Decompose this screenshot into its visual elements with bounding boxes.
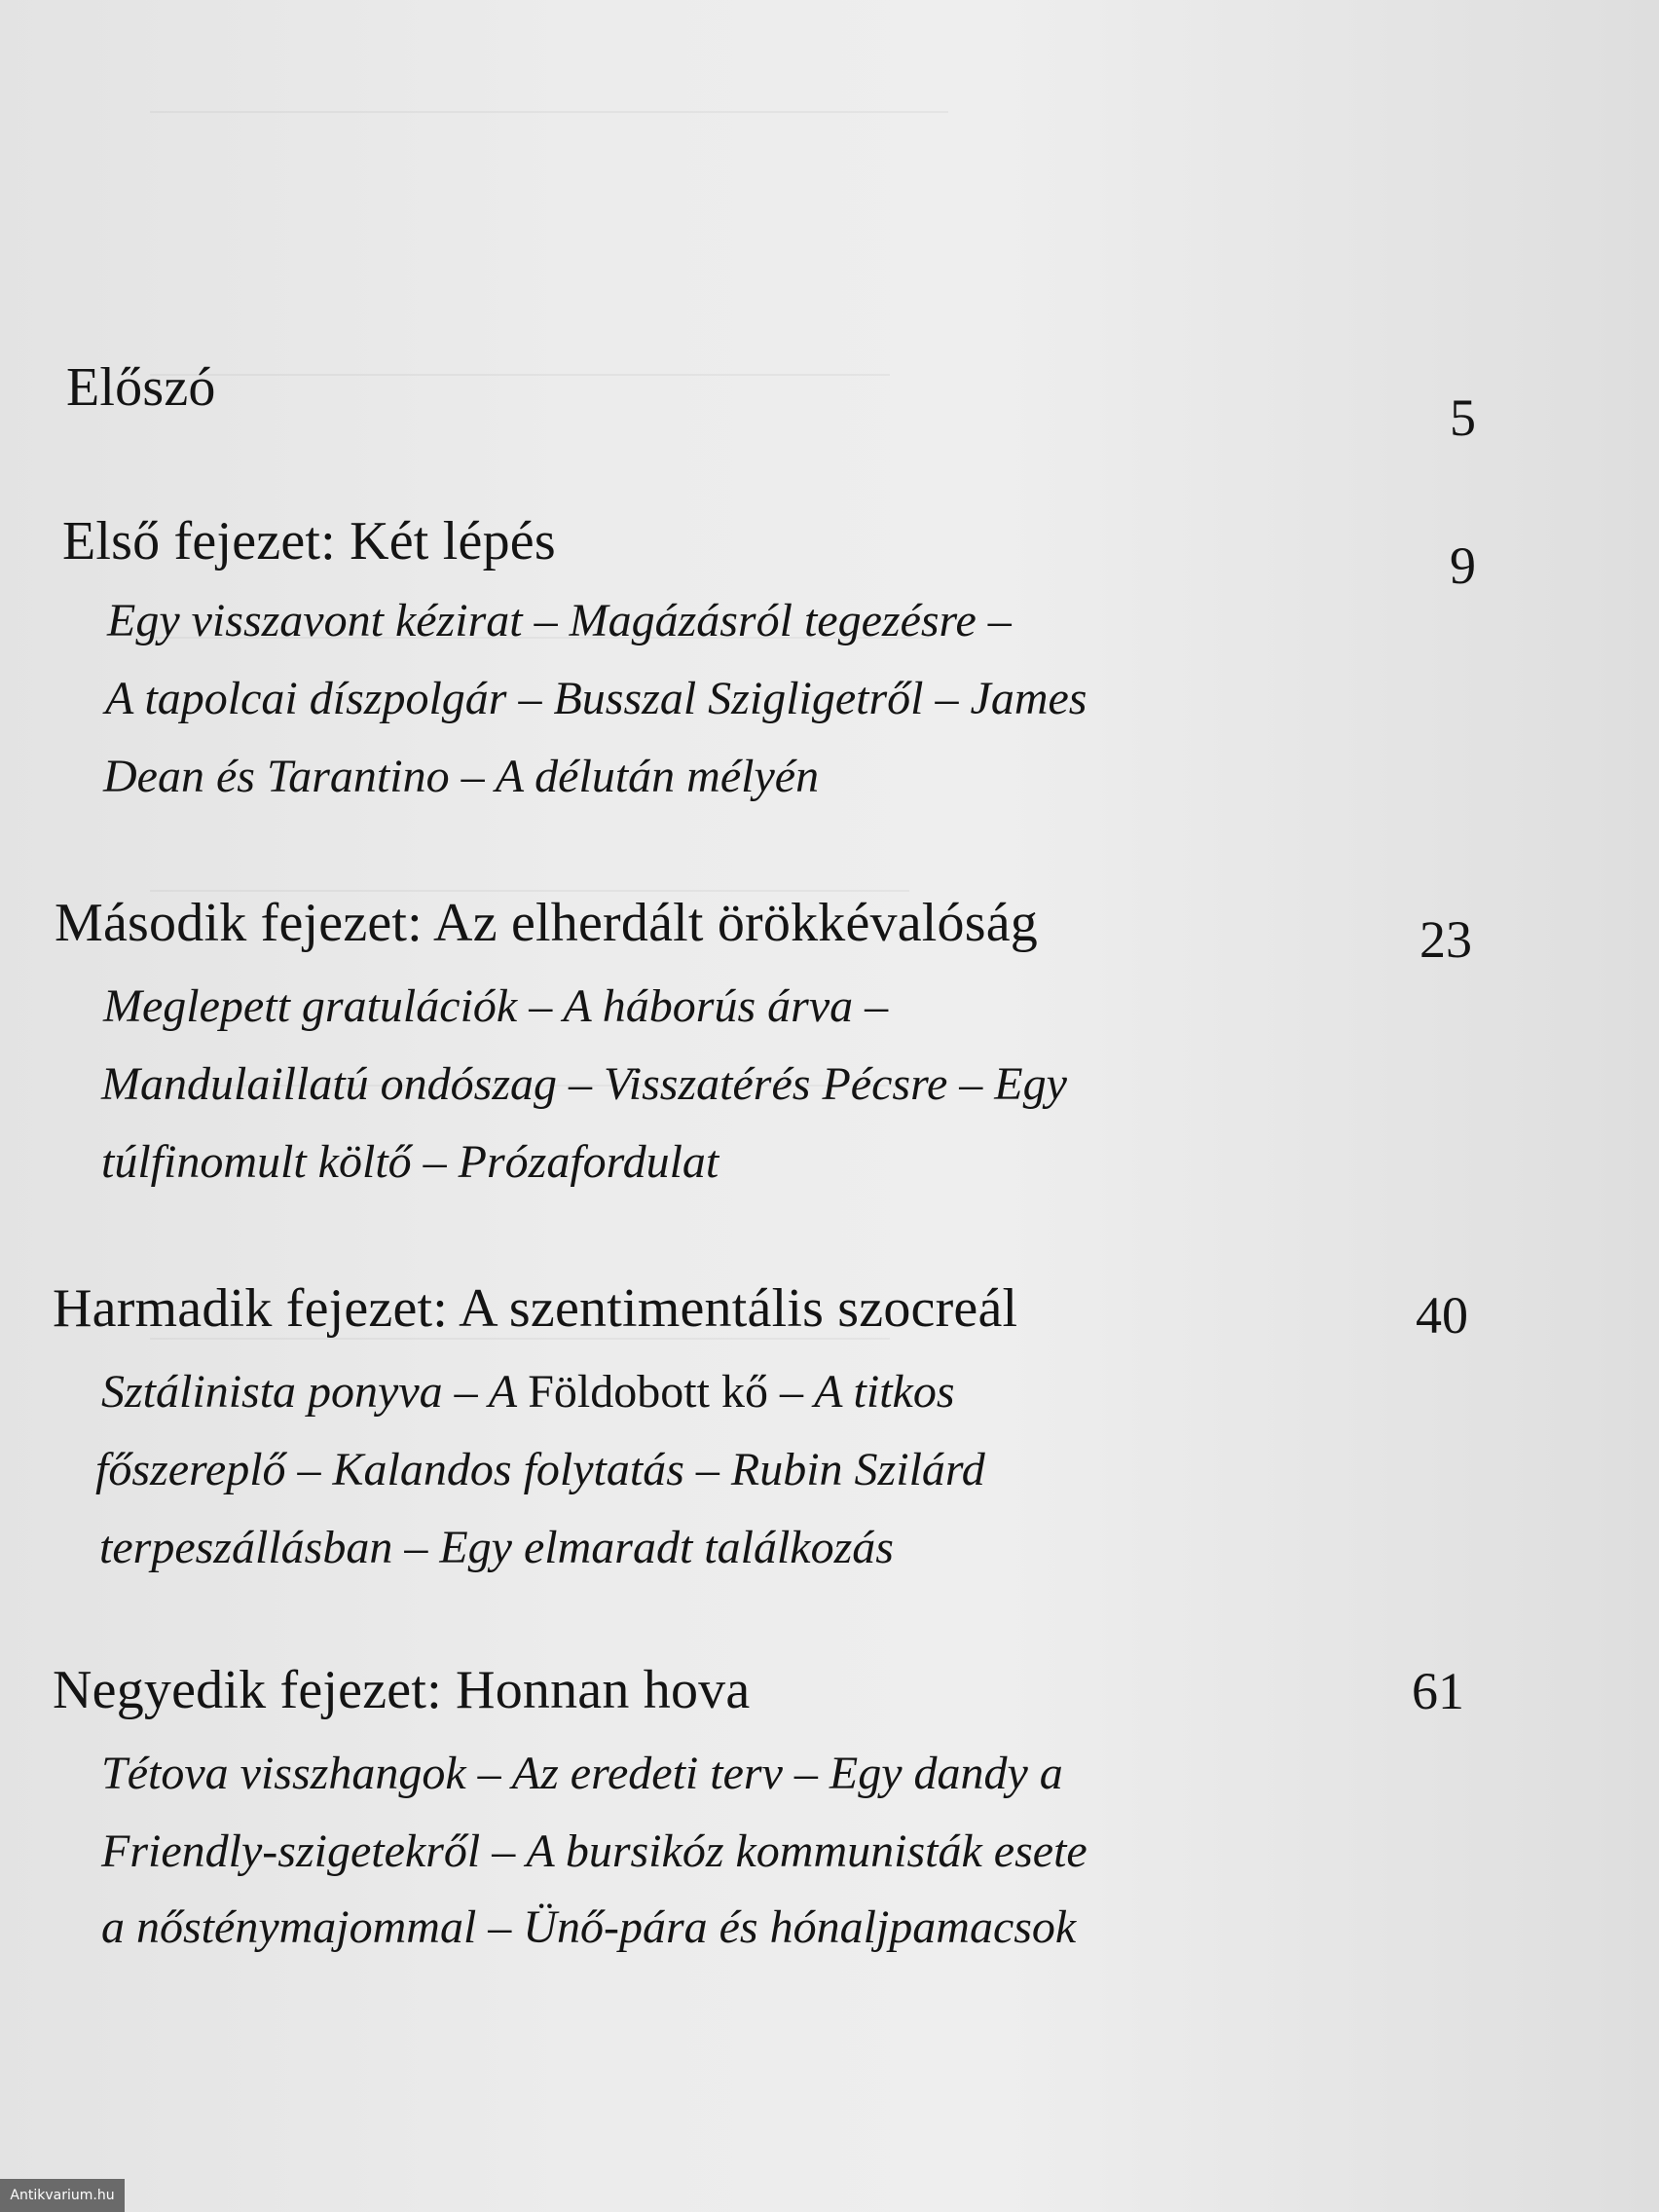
watermark-badge: Antikvarium.hu — [0, 2179, 125, 2212]
subtitle-segment: Meglepett gratulációk – A háborús árva – — [103, 980, 889, 1032]
subtitle-segment: Dean és Tarantino – A délután mélyén — [103, 751, 820, 802]
toc-entry-page: 5 — [1450, 388, 1476, 447]
toc-entry-title: Második fejezet: Az elherdált örökkévalóság — [55, 893, 1039, 953]
subtitle-segment: a nősténymajommal – Ünő-pára és hónaljpamacsok — [101, 1901, 1077, 1953]
subtitle-segment: terpeszállásban – Egy elmaradt találkozás — [99, 1522, 894, 1573]
toc-entry-title: Első fejezet: Két lépés — [62, 511, 556, 571]
toc-entry-subtitle-line — [99, 1509, 894, 1587]
toc-entry-page: 40 — [1416, 1286, 1468, 1345]
subtitle-segment: főszereplő – Kalandos folytatás – Rubin Szilárd — [95, 1444, 985, 1495]
subtitle-segment: Tétova visszhangok – Az eredeti terv – Egy dandy a — [101, 1748, 1063, 1799]
toc-entry-page: 9 — [1450, 536, 1476, 595]
subtitle-segment: Mandulaillatú ondószag – Visszatérés Pécsre – Egy — [101, 1058, 1067, 1110]
subtitle-segment: – A titkos — [767, 1366, 955, 1418]
toc-entry-subtitle-line — [105, 660, 1087, 738]
book-title-roman: Földobott kő — [528, 1366, 768, 1418]
subtitle-segment: Friendly-szigetekről – A bursikóz kommunisták esete — [101, 1825, 1088, 1877]
toc-entry-title: Harmadik fejezet: A szentimentális szocreál — [53, 1278, 1018, 1339]
toc-entry-subtitle-line — [107, 582, 1012, 660]
toc-entry-page: 23 — [1419, 910, 1472, 969]
toc-entry-subtitle-line — [101, 1813, 1088, 1891]
toc-entry-title: Előszó — [66, 357, 216, 418]
subtitle-segment: Egy visszavont kézirat – Magázásról tegezésre – — [107, 595, 1012, 646]
subtitle-segment: túlfinomult költő – Prózafordulat — [101, 1136, 719, 1188]
toc-entry-subtitle-line — [95, 1431, 985, 1509]
toc-entry-title: Negyedik fejezet: Honnan hova — [53, 1660, 751, 1720]
subtitle-segment: A tapolcai díszpolgár – Busszal Szigligetről – James — [105, 673, 1088, 724]
toc-entry-subtitle-line — [103, 968, 888, 1046]
subtitle-segment: Sztálinista ponyva – A — [101, 1366, 529, 1418]
toc-entry-page: 61 — [1412, 1662, 1464, 1720]
toc-entry-subtitle-line — [103, 738, 819, 816]
toc-entry-subtitle-line — [101, 1889, 1076, 1967]
toc-entry-subtitle-line — [101, 1046, 1067, 1124]
toc-entry-subtitle-line — [101, 1353, 955, 1431]
toc-entry-subtitle-line — [101, 1124, 719, 1201]
toc-entry-subtitle-line — [101, 1735, 1063, 1813]
